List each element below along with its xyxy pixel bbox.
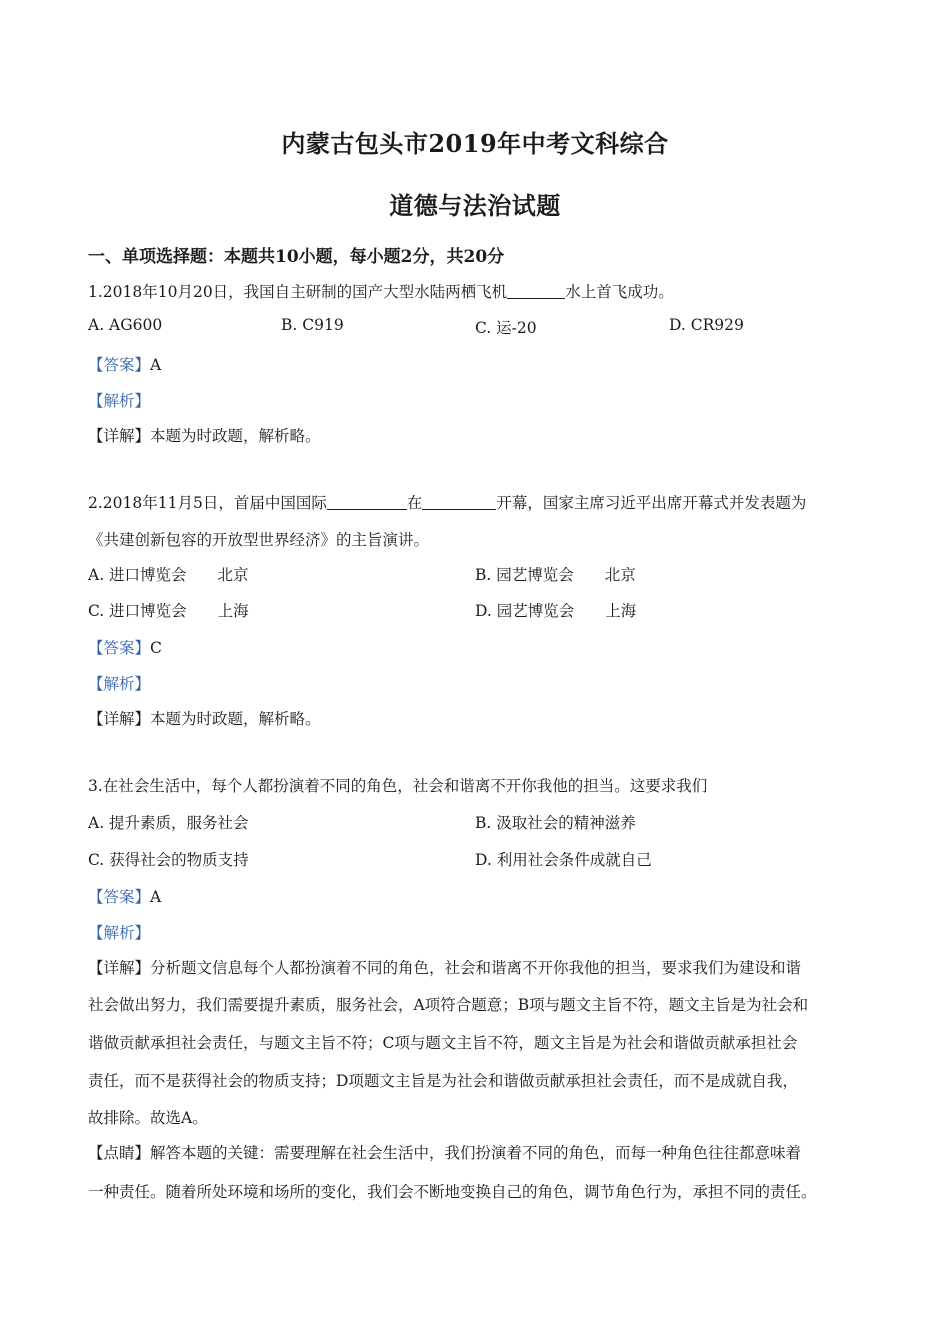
question-3-analysis-tag: 【解析】: [88, 924, 151, 942]
comment-tag: 【点睛】: [88, 1144, 151, 1162]
question-2-answer: [88, 636, 162, 658]
question-2-option-c: C. 进口博览会 上海: [88, 602, 249, 620]
question-2-stem-part-c: 开幕，国家主席习近平出席开幕式并发表题为: [496, 494, 807, 512]
question-2-option-b: B. 园艺博览会 北京: [475, 566, 636, 584]
page-title: 内蒙古包头市2019年中考文科综合: [281, 129, 669, 158]
question-3-option-c: C. 获得社会的物质支持: [88, 851, 249, 869]
section-heading: 一、单项选择题：本题共10小题，每小题2分，共20分: [88, 247, 505, 267]
question-2-stem-line-2: 《共建创新包容的开放型世界经济》的主旨演讲。: [88, 531, 430, 549]
question-3-comment-line-2: 一种责任。随着所处环境和场所的变化，我们会不断地变换自己的角色，调节角色行为，承担不同的责任。: [88, 1183, 817, 1201]
answer-value: A: [150, 356, 162, 374]
answer-tag: 【答案】: [88, 888, 151, 906]
answer-tag: 【答案】: [88, 639, 151, 657]
question-2-stem: [88, 491, 806, 513]
question-3-answer: [88, 885, 161, 907]
question-2-option-d: D. 园艺博览会 上海: [475, 602, 637, 620]
question-3-detail-line-1: [88, 956, 801, 978]
detail-text: 本题为时政题，解析略。: [150, 427, 321, 445]
question-1-blank: [507, 283, 565, 300]
detail-tag: 【详解】: [88, 959, 151, 977]
question-2-stem-part-b: 在: [406, 494, 423, 512]
answer-value: A: [150, 888, 162, 906]
comment-text: 解答本题的关键：需要理解在社会生活中，我们扮演着不同的角色，而每一种角色往往都意味着: [150, 1144, 802, 1162]
question-1-answer: [88, 353, 161, 375]
question-3-detail-line-5: 故排除。故选A。: [88, 1109, 208, 1127]
question-1-stem-part-a: 1.2018年10月20日，我国自主研制的国产大型水陆两栖飞机: [88, 283, 508, 301]
question-1-option-a: A. AG600: [88, 316, 163, 334]
answer-value: C: [150, 639, 162, 657]
question-1-analysis-tag: 【解析】: [88, 392, 151, 410]
question-3-comment-line-1: [88, 1141, 801, 1163]
question-3-detail-line-3: 谐做贡献承担社会责任，与题文主旨不符；C项与题文主旨不符，题文主旨是为社会和谐做贡献承担社会: [88, 1034, 798, 1052]
page-subtitle: 道德与法治试题: [389, 191, 561, 220]
detail-text: 本题为时政题，解析略。: [150, 710, 321, 728]
question-1-option-d: D. CR929: [669, 316, 744, 334]
detail-text: 分析题文信息每个人都扮演着不同的角色，社会和谐离不开你我他的担当，要求我们为建设和谐: [150, 959, 802, 977]
question-1-option-c: C. 运-20: [475, 319, 537, 337]
question-2-blank-2: [422, 494, 496, 511]
question-2-stem-part-a: 2.2018年11月5日，首届中国国际: [88, 494, 327, 512]
answer-tag: 【答案】: [88, 356, 151, 374]
question-1-detail: [88, 424, 321, 446]
detail-tag: 【详解】: [88, 710, 151, 728]
question-2-detail: [88, 707, 321, 729]
question-2-option-a: A. 进口博览会 北京: [88, 566, 249, 584]
question-1-stem-part-b: 水上首飞成功。: [565, 283, 674, 301]
question-2-blank-1: [327, 494, 407, 511]
question-3-option-b: B. 汲取社会的精神滋养: [475, 814, 636, 832]
question-3-detail-line-4: 责任，而不是获得社会的物质支持；D项题文主旨是为社会和谐做贡献承担社会责任，而不是成就自我，: [88, 1072, 798, 1090]
question-3-stem: 3.在社会生活中，每个人都扮演着不同的角色，社会和谐离不开你我他的担当。这要求我们: [88, 777, 708, 795]
question-1-option-b: B. C919: [281, 316, 344, 334]
question-3-option-d: D. 利用社会条件成就自己: [475, 851, 652, 869]
question-3-option-a: A. 提升素质，服务社会: [88, 814, 249, 832]
question-1-stem: [88, 280, 674, 302]
question-3-detail-line-2: 社会做出努力，我们需要提升素质，服务社会，A项符合题意；B项与题文主旨不符，题文主旨是为社会和: [88, 996, 809, 1014]
detail-tag: 【详解】: [88, 427, 151, 445]
question-2-analysis-tag: 【解析】: [88, 675, 151, 693]
